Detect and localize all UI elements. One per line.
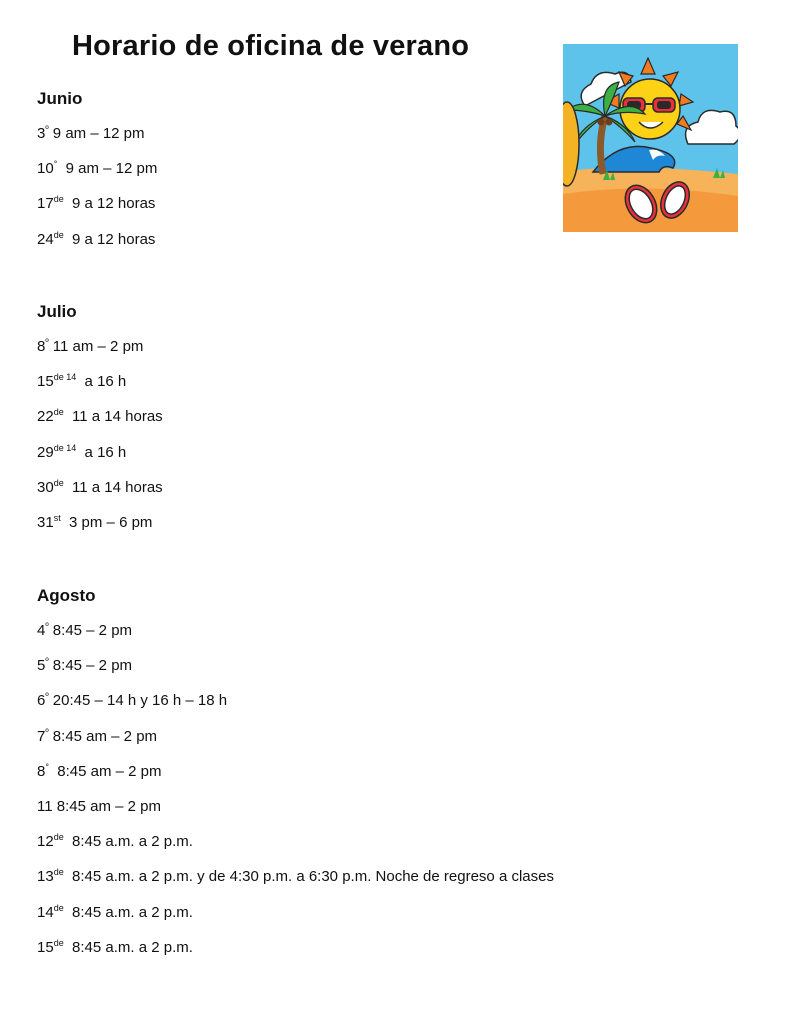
schedule-entry bbox=[37, 831, 554, 866]
entry-hours: 8:45 a.m. a 2 p.m. bbox=[63, 833, 193, 851]
entry-day: 14 bbox=[37, 903, 54, 921]
entry-ordinal-suffix: de bbox=[53, 407, 64, 418]
entry-ordinal-suffix: º bbox=[45, 691, 49, 702]
entry-ordinal-suffix: º bbox=[45, 656, 49, 667]
schedule-entry bbox=[37, 229, 157, 264]
entry-day: 5 bbox=[37, 657, 46, 675]
schedule-entry bbox=[37, 620, 554, 655]
entry-hours: 11 am – 2 pm bbox=[48, 338, 144, 355]
entry-hours: 9 am – 12 pm bbox=[57, 160, 158, 178]
entry-day: 29 bbox=[37, 443, 54, 461]
entry-day: 12 bbox=[37, 833, 54, 851]
schedule-entry bbox=[37, 690, 554, 725]
schedule-entry bbox=[37, 796, 554, 831]
entry-ordinal-suffix: de bbox=[53, 832, 64, 843]
entry-hours: a 16 h bbox=[76, 373, 127, 391]
schedule-entry bbox=[37, 902, 554, 937]
entry-day: 6 bbox=[37, 692, 46, 710]
entry-day: 11 bbox=[37, 797, 53, 815]
schedule-entry bbox=[37, 866, 554, 901]
schedule-entry bbox=[37, 937, 554, 972]
entry-ordinal-suffix: º bbox=[45, 726, 49, 737]
entry-ordinal-suffix: de bbox=[53, 194, 64, 205]
entry-ordinal-suffix: st bbox=[53, 512, 61, 523]
entry-hours: 8:45 am – 2 pm bbox=[52, 797, 161, 815]
entry-day: 15 bbox=[37, 373, 54, 391]
entry-hours: a 16 h bbox=[76, 443, 127, 461]
schedule-entry bbox=[37, 193, 157, 228]
entry-ordinal-suffix: de 14 bbox=[53, 442, 77, 453]
entry-hours: 11 a 14 horas bbox=[63, 478, 163, 496]
entry-ordinal-suffix: de bbox=[53, 229, 64, 240]
entry-day: 30 bbox=[37, 478, 54, 496]
entry-ordinal-suffix: de 14 bbox=[53, 372, 77, 383]
schedule-entry bbox=[37, 336, 163, 371]
entry-day: 17 bbox=[37, 195, 54, 213]
page-title: Horario de oficina de verano bbox=[72, 30, 470, 62]
entry-day: 15 bbox=[37, 938, 54, 956]
entry-day: 8 bbox=[37, 762, 46, 780]
entry-day: 4 bbox=[37, 622, 46, 639]
entry-ordinal-suffix: de bbox=[53, 902, 64, 913]
entry-day: 24 bbox=[37, 230, 54, 248]
entry-ordinal-suffix: ° bbox=[53, 159, 58, 170]
entry-day: 10 bbox=[37, 160, 54, 178]
schedule-entry bbox=[37, 158, 157, 193]
month-section-julio bbox=[37, 301, 163, 547]
entry-hours: 11 a 14 horas bbox=[63, 408, 163, 426]
schedule-entry bbox=[37, 477, 163, 512]
entry-hours: 9 am – 12 pm bbox=[48, 125, 145, 142]
entry-day: 7 bbox=[37, 727, 46, 745]
entry-ordinal-suffix: de bbox=[53, 867, 64, 878]
month-section-junio bbox=[37, 88, 157, 264]
entry-hours: 9 a 12 horas bbox=[63, 230, 156, 248]
entry-hours: 3 pm – 6 pm bbox=[60, 513, 153, 531]
entry-hours: 8:45 a.m. a 2 p.m. bbox=[63, 903, 193, 921]
entry-day: 22 bbox=[37, 408, 54, 426]
entry-hours: 8:45 a.m. a 2 p.m. bbox=[63, 938, 193, 956]
month-section-agosto bbox=[37, 585, 554, 972]
entry-day: 8 bbox=[37, 338, 46, 355]
entry-hours: 8:45 a.m. a 2 p.m. y de 4:30 p.m. a 6:30 p.m. Noche de regreso a clases bbox=[63, 868, 554, 886]
entry-ordinal-suffix: ° bbox=[45, 761, 49, 772]
entry-hours: 9 a 12 horas bbox=[63, 195, 156, 213]
entry-ordinal-suffix: º bbox=[45, 124, 49, 134]
entry-hours: 8:45 am – 2 pm bbox=[48, 762, 162, 780]
schedule-entry bbox=[37, 655, 554, 690]
entry-hours: 8:45 am – 2 pm bbox=[48, 727, 158, 745]
schedule-entry bbox=[37, 406, 163, 441]
summer-beach-illustration bbox=[563, 44, 738, 232]
month-heading: Julio bbox=[37, 302, 77, 321]
schedule-entry bbox=[37, 512, 163, 547]
entry-day: 13 bbox=[37, 868, 54, 886]
entry-hours: 8:45 – 2 pm bbox=[48, 657, 133, 675]
schedule-entry bbox=[37, 442, 163, 477]
entry-day: 31 bbox=[37, 513, 54, 531]
entry-day: 3 bbox=[37, 125, 46, 142]
entry-ordinal-suffix: º bbox=[45, 337, 49, 347]
month-heading: Agosto bbox=[37, 586, 96, 605]
entry-hours: 8:45 – 2 pm bbox=[48, 622, 133, 639]
entry-ordinal-suffix: º bbox=[45, 621, 49, 631]
schedule-entry bbox=[37, 123, 157, 158]
entry-ordinal-suffix: de bbox=[53, 937, 64, 948]
month-heading: Junio bbox=[37, 89, 83, 108]
entry-ordinal-suffix: de bbox=[53, 477, 64, 488]
schedule-entry bbox=[37, 371, 163, 406]
entry-hours: 20:45 – 14 h y 16 h – 18 h bbox=[48, 692, 228, 710]
schedule-entry bbox=[37, 726, 554, 761]
schedule-entry bbox=[37, 761, 554, 796]
